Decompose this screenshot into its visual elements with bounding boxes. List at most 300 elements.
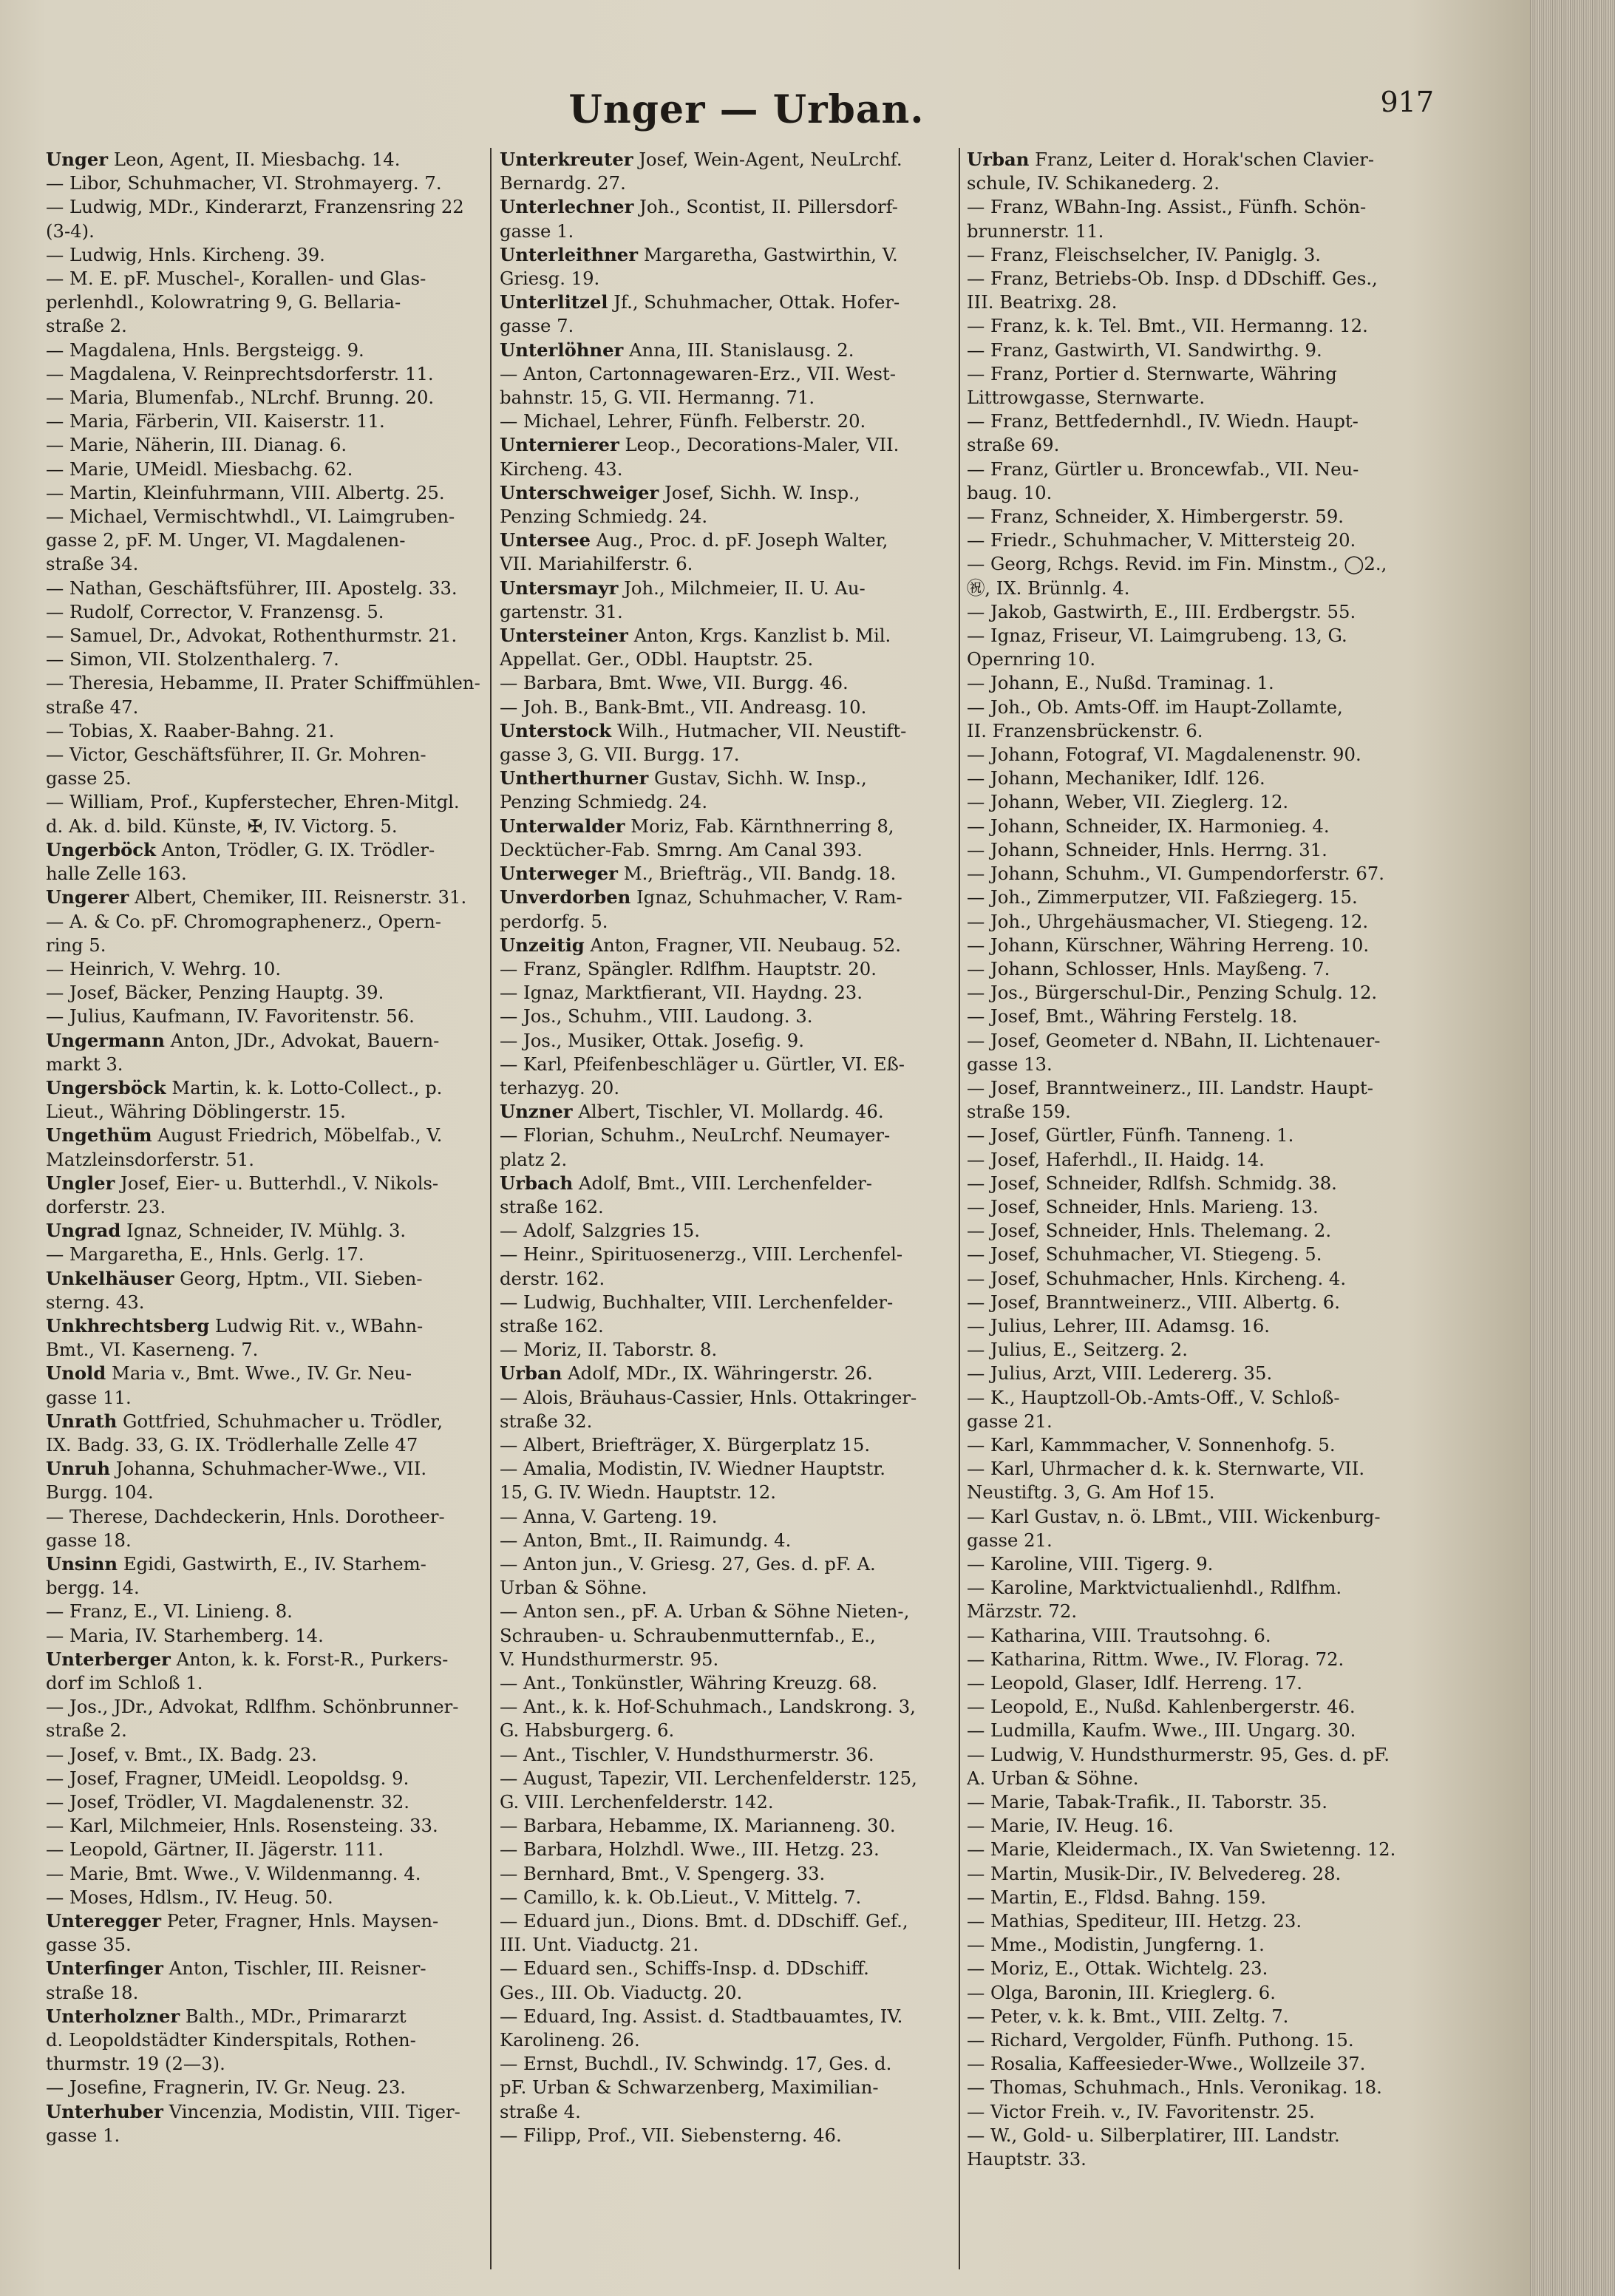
entry-surname: Unterlechner <box>500 196 634 218</box>
entry-text: Margaretha, Gastwirthin, V. <box>643 243 898 265</box>
directory-entry <box>967 767 1404 790</box>
entry-text: Joh., Scontist, II. Pillersdorf- <box>639 196 898 218</box>
entry-line <box>967 790 1404 814</box>
entry-line <box>967 410 1404 433</box>
entry-text: — Maria, Blumenfab., NLrchf. Brunng. 20. <box>46 387 435 409</box>
entry-line <box>46 1600 483 1623</box>
directory-entry <box>500 1909 952 1957</box>
entry-line <box>46 386 483 410</box>
entry-text: — Victor Freih. v., IV. Favoritenstr. 25. <box>967 2100 1315 2122</box>
entry-text: Lieut., Währing Döblingerstr. 15. <box>46 1101 346 1123</box>
entry-text: straße 32. <box>500 1410 593 1432</box>
directory-entry <box>46 886 483 909</box>
entry-text: — Martin, Kleinfuhrmann, VIII. Albertg. 25. <box>46 481 445 503</box>
entry-line <box>500 1862 952 1886</box>
entry-text: Jf., Schuhmacher, Ottak. Hofer- <box>613 291 900 313</box>
entry-text: gasse 1. <box>46 2124 120 2146</box>
page-title: Unger — Urban. <box>568 87 925 132</box>
entry-text: straße 47. <box>46 696 139 718</box>
directory-entry <box>46 362 483 386</box>
directory-entry <box>967 505 1404 529</box>
entry-line <box>967 1600 1404 1623</box>
entry-line <box>46 1124 483 1147</box>
entry-line <box>500 1838 952 1861</box>
entry-line <box>46 696 483 719</box>
directory-entry <box>500 1172 952 1219</box>
entry-line <box>967 1957 1404 1980</box>
entry-line <box>500 1743 952 1767</box>
entry-line <box>500 815 952 838</box>
directory-entry <box>967 2076 1404 2099</box>
directory-entry <box>967 624 1404 671</box>
entry-text: Martin, k. k. Lotto-Collect., p. <box>171 1076 443 1098</box>
entry-surname: Untersteiner <box>500 625 628 647</box>
entry-line <box>500 2005 952 2028</box>
entry-text: Anton, k. k. Forst-R., Purkers- <box>176 1648 449 1670</box>
entry-line <box>500 386 952 410</box>
entry-text: — Ant., k. k. Hof-Schuhmach., Landskrong. 3, <box>500 1696 916 1718</box>
entry-line <box>967 1624 1404 1648</box>
entry-line <box>967 1505 1404 1529</box>
entry-line <box>500 1219 952 1243</box>
directory-entry <box>500 1338 952 1362</box>
entry-line <box>46 1909 483 1933</box>
entry-text: — Moriz, II. Taborstr. 8. <box>500 1339 718 1361</box>
entry-text: Matzleinsdorferstr. 51. <box>46 1148 255 1170</box>
directory-entry <box>46 458 483 481</box>
entry-line <box>967 148 1404 171</box>
entry-text: Bernardg. 27. <box>500 172 626 194</box>
entry-surname: Unger <box>46 149 109 170</box>
entry-text: — Karl, Milchmeier, Hnls. Rosensteing. 33. <box>46 1815 438 1837</box>
entry-text: — Julius, Kaufmann, IV. Favoritenstr. 56. <box>46 1005 415 1028</box>
entry-surname: Unterfinger <box>46 1957 163 1980</box>
entry-text: August Friedrich, Möbelfab., V. <box>157 1124 443 1147</box>
entry-line <box>46 2052 483 2076</box>
entry-line <box>46 171 483 195</box>
directory-entry <box>46 790 483 838</box>
entry-text: — Franz, Spängler. Rdlfhm. Hauptstr. 20. <box>500 957 877 979</box>
entry-line <box>500 291 952 314</box>
entry-line <box>46 2076 483 2099</box>
entry-text: — Josef, Gürtler, Fünfh. Tanneng. 1. <box>967 1124 1294 1147</box>
entry-text: — Karoline, VIII. Tigerg. 9. <box>967 1552 1214 1575</box>
directory-entry <box>500 1505 952 1529</box>
entry-line <box>46 719 483 743</box>
entry-surname: Untherthurner <box>500 767 649 789</box>
entry-line <box>500 1195 952 1219</box>
entry-surname: Unrath <box>46 1410 118 1432</box>
directory-entry <box>500 481 952 529</box>
entry-line <box>967 1457 1404 1481</box>
directory-entry <box>500 767 952 814</box>
directory-entry <box>46 600 483 624</box>
entry-text: M., Briefträg., VII. Bandg. 18. <box>623 863 897 885</box>
directory-entry <box>500 243 952 291</box>
directory-entry <box>46 910 483 957</box>
entry-text: Anton, Fragner, VII. Neubaug. 52. <box>590 934 901 956</box>
directory-entry <box>500 1529 952 1552</box>
entry-line <box>46 1957 483 1980</box>
directory-entry <box>967 1433 1404 1457</box>
entry-text: — Therese, Dachdeckerin, Hnls. Dorotheer- <box>46 1505 445 1527</box>
directory-entry <box>46 1767 483 1790</box>
entry-line <box>967 1291 1404 1314</box>
column-1 <box>46 148 483 2277</box>
directory-entry <box>967 1124 1404 1147</box>
entry-text: gasse 18. <box>46 1529 132 1551</box>
entry-text: gasse 2, pF. M. Unger, VI. Magdalenen- <box>46 529 406 551</box>
directory-entry <box>46 1909 483 1957</box>
directory-entry <box>967 815 1404 838</box>
entry-line <box>500 886 952 909</box>
entry-line <box>46 1624 483 1648</box>
entry-line <box>46 1933 483 1957</box>
entry-line <box>46 1457 483 1481</box>
entry-text: — Josef, Schuhmacher, VI. Stiegeng. 5. <box>967 1243 1322 1266</box>
entry-line <box>500 1362 952 1385</box>
entry-line <box>967 1552 1404 1576</box>
column-divider <box>490 148 492 2269</box>
entry-text: — Florian, Schuhm., NeuLrchf. Neumayer- <box>500 1124 891 1147</box>
directory-entry <box>46 1790 483 1814</box>
entry-line <box>500 1790 952 1814</box>
directory-entry <box>500 195 952 242</box>
entry-line <box>46 1243 483 1266</box>
directory-entry <box>967 1671 1404 1695</box>
entry-text: gasse 21. <box>967 1410 1053 1432</box>
directory-entry <box>500 1100 952 1124</box>
entry-line <box>500 481 952 505</box>
entry-line <box>967 1862 1404 1886</box>
directory-entry <box>967 1933 1404 1957</box>
entry-line <box>967 2005 1404 2028</box>
directory-entry <box>46 743 483 790</box>
entry-line <box>46 1148 483 1172</box>
entry-text: — Josefine, Fragnerin, IV. Gr. Neug. 23. <box>46 2076 407 2099</box>
entry-line <box>500 1767 952 1790</box>
entry-line <box>967 1148 1404 1172</box>
page-number: 917 <box>1380 86 1434 118</box>
directory-entry <box>500 410 952 433</box>
entry-line <box>500 2076 952 2099</box>
entry-line <box>967 624 1404 648</box>
directory-entry <box>967 1862 1404 1886</box>
entry-line <box>500 1291 952 1314</box>
entry-surname: Unkelhäuser <box>46 1267 174 1289</box>
entry-surname: Unruh <box>46 1458 110 1480</box>
directory-entry <box>46 1743 483 1767</box>
entry-text: — Ludmilla, Kaufm. Wwe., III. Ungarg. 30. <box>967 1719 1356 1742</box>
entry-text: — W., Gold- u. Silberplatirer, III. Landstr. <box>967 2124 1340 2146</box>
entry-line <box>967 433 1404 457</box>
entry-text: Josef, Eier- u. Butterhdl., V. Nikols- <box>120 1172 439 1194</box>
entry-line <box>500 362 952 386</box>
entry-text: — Franz, E., VI. Linieng. 8. <box>46 1600 293 1623</box>
directory-entry <box>967 1148 1404 1172</box>
entry-line <box>46 671 483 695</box>
directory-entry <box>967 1029 1404 1076</box>
entry-text: Penzing Schmiedg. 24. <box>500 791 708 813</box>
entry-text: Josef, Wein-Agent, NeuLrchf. <box>639 149 902 170</box>
entry-text: — Ludwig, V. Hundsthurmerstr. 95, Ges. d. pF. <box>967 1743 1390 1765</box>
entry-text: Aug., Proc. d. pF. Joseph Walter, <box>596 529 888 551</box>
entry-text: — Anton, Cartonnagewaren-Erz., VII. West- <box>500 362 896 384</box>
entry-line <box>967 600 1404 624</box>
entry-line <box>46 2100 483 2124</box>
entry-line <box>967 671 1404 695</box>
entry-text: — Adolf, Salzgries 15. <box>500 1220 700 1242</box>
entry-line <box>46 1029 483 1053</box>
entry-text: — Karl, Kammmacher, V. Sonnenhofg. 5. <box>967 1433 1336 1456</box>
directory-entry <box>500 696 952 719</box>
entry-text: — Johann, Schuhm., VI. Gumpendorferstr. 67. <box>967 863 1384 885</box>
entry-surname: Unterlitzel <box>500 291 608 313</box>
entry-text: straße 162. <box>500 1195 604 1217</box>
directory-entry <box>967 1981 1404 2005</box>
entry-text: — August, Tapezir, VII. Lerchenfelderstr. 125, <box>500 1767 917 1789</box>
entry-text: — Josef, Bmt., Währing Ferstelg. 18. <box>967 1005 1298 1028</box>
entry-line <box>967 2052 1404 2076</box>
entry-text: Leon, Agent, II. Miesbachg. 14. <box>113 149 401 170</box>
directory-entry <box>967 195 1404 242</box>
entry-text: dorferstr. 23. <box>46 1195 166 1217</box>
directory-entry <box>46 1624 483 1648</box>
entry-text: — Michael, Vermischtwhdl., VI. Laimgruben- <box>46 506 455 528</box>
directory-entry <box>500 1053 952 1100</box>
entry-line <box>500 1338 952 1362</box>
entry-line <box>967 1338 1404 1362</box>
entry-line <box>967 1933 1404 1957</box>
entry-line <box>46 1291 483 1314</box>
entry-text: terhazyg. 20. <box>500 1076 620 1098</box>
entry-line <box>500 505 952 529</box>
entry-text: — Anna, V. Garteng. 19. <box>500 1505 718 1527</box>
entry-text: gasse 13. <box>967 1053 1053 1075</box>
entry-surname: Unterwalder <box>500 815 625 837</box>
directory-entry <box>500 1838 952 1861</box>
entry-text: straße 162. <box>500 1314 604 1336</box>
entry-text: — Friedr., Schuhmacher, V. Mittersteig 20. <box>967 529 1356 551</box>
entry-line <box>500 838 952 862</box>
directory-entry <box>500 1457 952 1504</box>
entry-text: Ludwig Rit. v., WBahn- <box>214 1314 424 1336</box>
directory-entry <box>46 1457 483 1504</box>
directory-entry <box>500 1124 952 1171</box>
directory-entry <box>967 1362 1404 1385</box>
directory-entry <box>500 719 952 767</box>
directory-entry <box>46 339 483 362</box>
entry-text: — Marie, Näherin, III. Dianag. 6. <box>46 434 347 456</box>
directory-entry <box>46 1362 483 1409</box>
entry-text: — Franz, k. k. Tel. Bmt., VII. Hermanng. 12. <box>967 315 1368 337</box>
directory-entry <box>500 148 952 195</box>
entry-text: 15, G. IV. Wiedn. Hauptstr. 12. <box>500 1481 776 1504</box>
entry-line <box>500 1886 952 1909</box>
entry-line <box>46 838 483 862</box>
entry-text: dorf im Schloß 1. <box>46 1672 203 1694</box>
directory-entry <box>46 838 483 886</box>
entry-text: Vincenzia, Modistin, VIII. Tiger- <box>169 2100 460 2122</box>
directory-entry <box>500 1814 952 1838</box>
directory-entry <box>967 1719 1404 1742</box>
directory-entry <box>967 1267 1404 1291</box>
entry-text: halle Zelle 163. <box>46 863 187 885</box>
entry-text: Maria v., Bmt. Wwe., IV. Gr. Neu- <box>112 1362 412 1385</box>
entry-text: — Moriz, E., Ottak. Wichtelg. 23. <box>967 1957 1268 1980</box>
directory-entry <box>500 1695 952 1742</box>
entry-text: gasse 25. <box>46 767 132 789</box>
directory-entry <box>46 957 483 981</box>
entry-line <box>46 886 483 909</box>
entry-line <box>967 1314 1404 1338</box>
entry-text: Griesg. 19. <box>500 268 600 290</box>
entry-line <box>46 957 483 981</box>
directory-entry <box>967 957 1404 981</box>
entry-surname: Ungethüm <box>46 1124 152 1147</box>
entry-surname: Unterschweiger <box>500 481 659 503</box>
entry-text: straße 2. <box>46 315 127 337</box>
entry-surname: Unterberger <box>46 1648 171 1670</box>
entry-line <box>46 1552 483 1576</box>
entry-line <box>500 1457 952 1481</box>
entry-text: — Josef, Schuhmacher, Hnls. Kircheng. 4. <box>967 1267 1347 1289</box>
entry-text: Egidi, Gastwirth, E., IV. Starhem- <box>123 1552 426 1575</box>
directory-entry <box>46 1600 483 1623</box>
directory-entry <box>967 410 1404 457</box>
entry-line <box>967 1076 1404 1100</box>
entry-text: G. Habsburgerg. 6. <box>500 1719 675 1742</box>
entry-line <box>46 1671 483 1695</box>
directory-entry <box>967 838 1404 862</box>
entry-text: baug. 10. <box>967 481 1053 503</box>
entry-text: III. Unt. Viaductg. 21. <box>500 1934 699 1956</box>
directory-entry <box>967 339 1404 362</box>
entry-line <box>500 410 952 433</box>
directory-entry <box>967 1243 1404 1266</box>
entry-line <box>46 505 483 529</box>
entry-text: — Mme., Modistin, Jungferng. 1. <box>967 1934 1265 1956</box>
entry-text: bergg. 14. <box>46 1577 140 1599</box>
directory-entry <box>967 362 1404 410</box>
entry-text: — Michael, Lehrer, Fünfh. Felberstr. 20. <box>500 410 866 432</box>
entry-line <box>967 267 1404 291</box>
entry-line <box>500 862 952 886</box>
entry-line <box>500 1100 952 1124</box>
entry-text: — Heinr., Spirituosenerzg., VIII. Lerchenfel- <box>500 1243 903 1266</box>
directory-entry <box>500 1600 952 1671</box>
entry-text: — Katharina, VIII. Trautsohng. 6. <box>967 1624 1271 1646</box>
directory-entry <box>967 1648 1404 1671</box>
directory-entry <box>500 1291 952 1338</box>
entry-line <box>46 1362 483 1385</box>
entry-text: — Franz, Schneider, X. Himbergerstr. 59. <box>967 506 1344 528</box>
entry-text: — Julius, Lehrer, III. Adamsg. 16. <box>967 1314 1271 1336</box>
entry-line <box>500 1481 952 1504</box>
entry-text: ring 5. <box>46 934 106 956</box>
entry-text: gasse 21. <box>967 1529 1053 1551</box>
entry-surname: Ungermann <box>46 1029 165 1051</box>
entry-text: Burgg. 104. <box>46 1481 154 1504</box>
entry-text: gasse 7. <box>500 315 574 337</box>
directory-entry <box>500 981 952 1005</box>
entry-line <box>500 195 952 219</box>
entry-line <box>46 1219 483 1243</box>
directory-entry <box>46 1957 483 2004</box>
directory-entry <box>967 1790 1404 1814</box>
entry-text: schule, IV. Schikanederg. 2. <box>967 172 1220 194</box>
entry-line <box>46 1838 483 1861</box>
directory-entry <box>967 148 1404 195</box>
entry-text: — Samuel, Dr., Advokat, Rothenthurmstr. 21. <box>46 625 458 647</box>
entry-text: gartenstr. 31. <box>500 600 623 622</box>
entry-text: Märzstr. 72. <box>967 1600 1078 1623</box>
directory-entry <box>967 886 1404 909</box>
directory-entry <box>967 2052 1404 2076</box>
directory-entry <box>46 481 483 505</box>
directory-entry <box>967 2100 1404 2124</box>
entry-surname: Unold <box>46 1362 106 1385</box>
entry-text: — K., Hauptzoll-Ob.-Amts-Off., V. Schloß- <box>967 1386 1340 1408</box>
directory-entry <box>967 1886 1404 1909</box>
entry-text: — Josef, Schneider, Hnls. Marieng. 13. <box>967 1195 1319 1217</box>
entry-line <box>967 1243 1404 1266</box>
entry-text: — Franz, WBahn-Ing. Assist., Fünfh. Schön- <box>967 196 1367 218</box>
entry-surname: Unteregger <box>46 1910 162 1932</box>
directory-entry <box>967 1957 1404 1980</box>
entry-surname: Unterhuber <box>46 2100 163 2122</box>
entry-line <box>46 1529 483 1552</box>
entry-text: — Ludwig, Buchhalter, VIII. Lerchenfelder- <box>500 1291 894 1313</box>
entry-line <box>46 410 483 433</box>
entry-line <box>46 1814 483 1838</box>
entry-line <box>46 648 483 671</box>
entry-text: Peter, Fragner, Hnls. Maysen- <box>166 1910 439 1932</box>
entry-text: — Tobias, X. Raaber-Bahng. 21. <box>46 719 335 741</box>
entry-line <box>967 386 1404 410</box>
entry-text: — Georg, Rchgs. Revid. im Fin. Minstm., ◯2., <box>967 553 1387 575</box>
directory-entry <box>500 1386 952 1433</box>
entry-line <box>967 1529 1404 1552</box>
entry-line <box>500 1267 952 1291</box>
entry-text: — Moses, Hdlsm., IV. Heug. 50. <box>46 1886 333 1908</box>
entry-text: gasse 3, G. VII. Burgg. 17. <box>500 744 740 766</box>
entry-line <box>967 577 1404 600</box>
directory-entry <box>500 433 952 480</box>
entry-text: — Margaretha, E., Hnls. Gerlg. 17. <box>46 1243 364 1266</box>
directory-entry <box>967 1219 1404 1243</box>
entry-line <box>967 910 1404 934</box>
entry-line <box>46 1695 483 1719</box>
directory-entry <box>500 529 952 576</box>
entry-text: — Eduard, Ing. Assist. d. Stadtbauamtes, IV. <box>500 2005 903 2027</box>
entry-line <box>967 1172 1404 1195</box>
entry-text: Anton, Krgs. Kanzlist b. Mil. <box>633 625 891 647</box>
entry-line <box>500 1386 952 1410</box>
entry-text: — Josef, Schneider, Hnls. Thelemang. 2. <box>967 1220 1332 1242</box>
entry-line <box>967 481 1404 505</box>
entry-surname: Unterstock <box>500 719 612 741</box>
entry-line <box>46 910 483 934</box>
entry-text: bahnstr. 15, G. VII. Hermanng. 71. <box>500 387 815 409</box>
entry-line <box>500 1933 952 1957</box>
entry-text: Urban & Söhne. <box>500 1577 647 1599</box>
entry-text: — Johann, Mechaniker, Idlf. 126. <box>967 767 1265 789</box>
entry-line <box>967 2124 1404 2147</box>
book-page-edge <box>1530 0 1615 2296</box>
entry-text: — Josef, Trödler, VI. Magdalenenstr. 32. <box>46 1791 409 1813</box>
directory-entry <box>46 1124 483 1171</box>
